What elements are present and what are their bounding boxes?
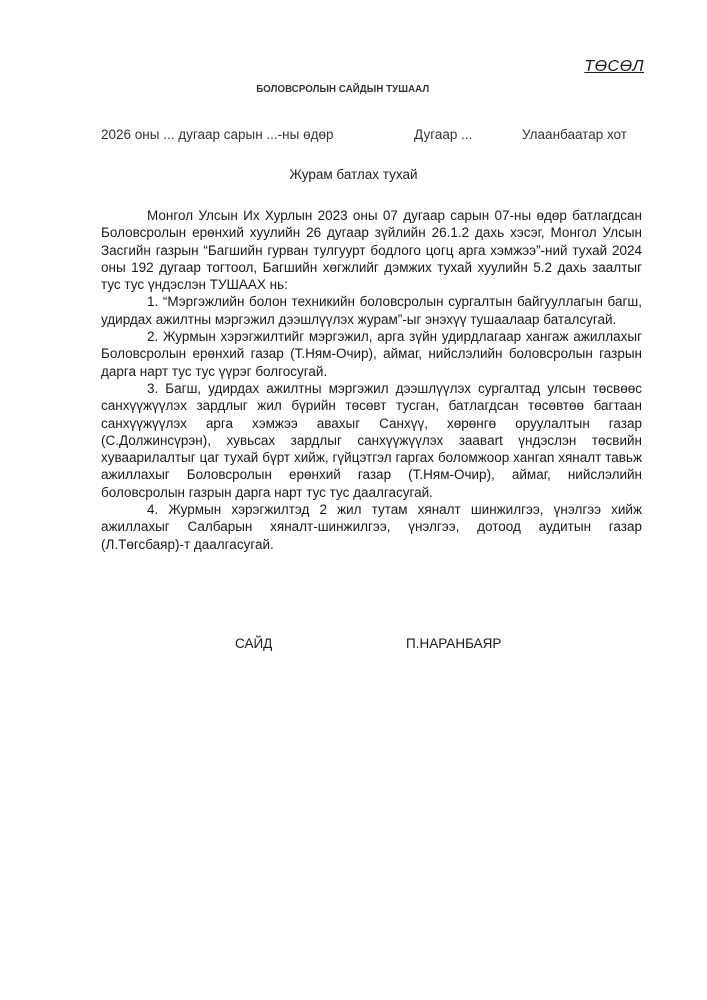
- order-body: [101, 207, 642, 553]
- clause-3: 3. Багш, удирдах ажилтны мэргэжил дээшлүүлэх сургалтад улсын төсвөөс санхүүжүүлэх зардлыг жил бүрийн төсөвт тусган, батлагдсан төсөвтөө багтаан санхүүжүүлэх арга хэмжээ авахыг Санхүү, хөрөнгө оруулалтын газар (С.Должинсүрэн), хувьсах зардлыг санхүүжүүлэх заавart үндэслэн төсвийн хуваарилалтыг цаг тухай бүрт хийж, гүйцэтгэл гаргах боломжоор хангаn хяналт тавьж ажиллахыг Боловсролын ерөнхий газар (Т.Ням-Очир), аймаг, нийслэлийн боловсролын газрын дарга нарт тус тус даалгасугай.: [101, 380, 642, 500]
- signatory-title: САЙД: [235, 636, 273, 651]
- draft-label: ТӨСӨЛ: [584, 58, 644, 75]
- preamble-paragraph: Монгол Улсын Их Хурлын 2023 оны 07 дугаар сарын 07-ны өдөр батлагдсан Боловсролын ерөнхий хуулийн 26 дугаар зүйлийн 26.1.2 дахь хэсэг, Монгол Улсын Засгийн газрын “Багшийн гурван тулгуурт бодлого цогц арга хэмжээ”-ний тухай 2024 оны 192 дугаар тогтоол, Багшийн хөгжлийг дэмжих тухай хуулийн 5.2 дахь заалтыг тус тус үндэслэн ТУШААХ нь:: [101, 208, 642, 293]
- order-date: 2026 оны ... дугаар сарын ...-ны өдөр: [101, 127, 334, 142]
- clause-4: 4. Журмын хэрэгжилтэд 2 жил тутам хяналт шинжилгээ, үнэлгээ хийж ажиллахыг Салбарын хяналт-шинжилгээ, үнэлгээ, дотоод аудитын газар (Л.Төгсбаяр)-т даалгасугай.: [101, 502, 642, 552]
- order-number: Дугаар ...: [414, 127, 473, 142]
- clause-1: 1. “Мэргэжлийн болон техникийн боловсролын сургалтын байгууллагын багш, удирдах ажилтны мэргэжил дээшлүүлэх журам”-ыг энэхүү тушаалаар баталсугай.: [101, 294, 642, 327]
- clause-2: 2. Журмын хэрэгжилтийг мэргэжил, арга зүйн удирдлагаар хангаж ажиллахыг Боловсролын ерөнхий газар (Т.Ням-Очир), аймаг, нийслэлийн боловсролын газрын дарга нарт тус тус үүрэг болгосугай.: [101, 329, 642, 379]
- order-city: Улаанбаатар хот: [522, 127, 627, 142]
- document-heading: БОЛОВСРОЛЫН САЙДЫН ТУШААЛ: [256, 83, 430, 95]
- order-subject: Журам батлах тухай: [289, 167, 418, 182]
- signatory-name: П.НАРАНБАЯР: [406, 636, 502, 651]
